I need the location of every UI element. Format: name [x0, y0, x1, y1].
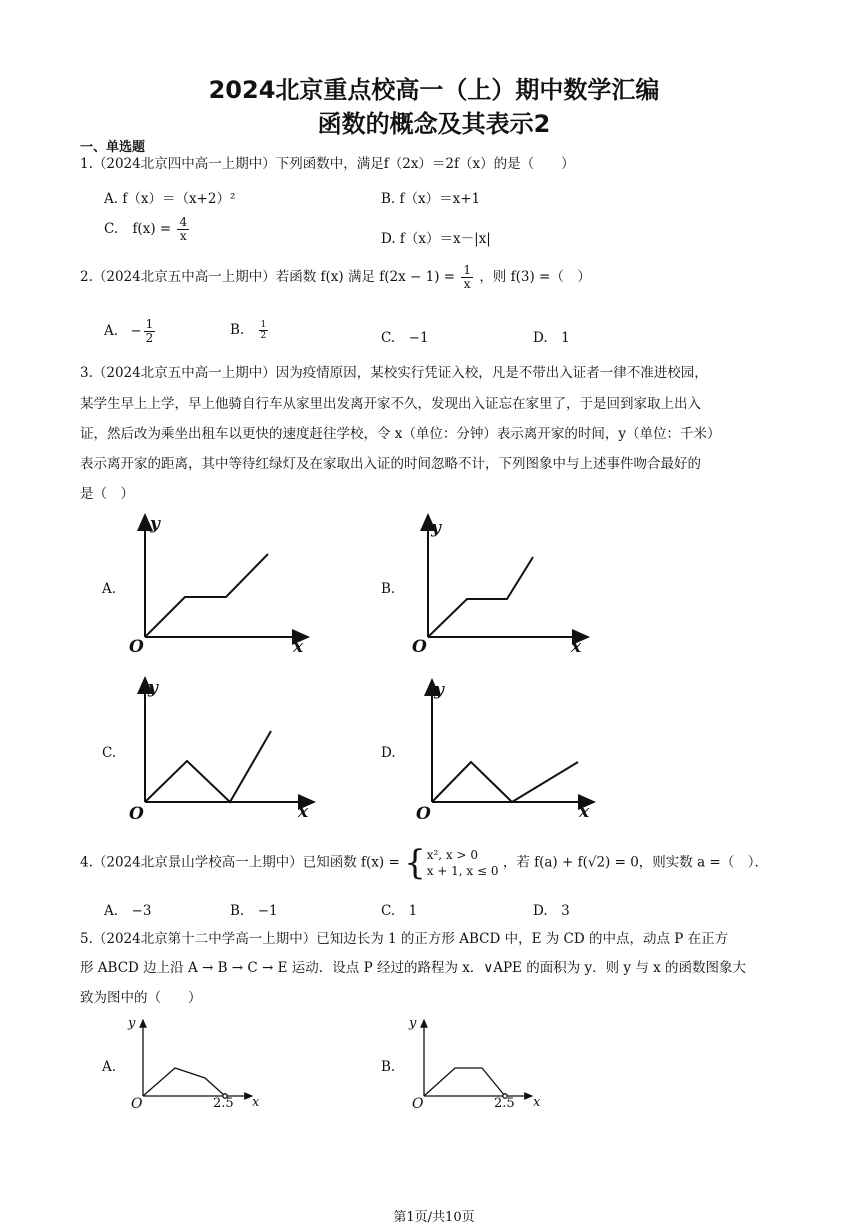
piecewise-case-1: x², x > 0 [426, 848, 479, 862]
stem-part-a: 4.（2024北京景山学校高一上期中）已知函数 f(x) = [80, 854, 400, 871]
question-3-option-a: A. [102, 581, 117, 597]
piecewise-case-2: x + 1, x ≤ 0 [426, 864, 499, 878]
question-3-line-4: 表示离开家的距离，其中等待红绿灯及在家取出入证的时间忽略不计，下列图象中与上述事件吻合最好的 [80, 456, 701, 472]
denominator: x [179, 229, 187, 243]
graph-5a [143, 1020, 252, 1098]
document-title-line2: 函数的概念及其表示2 [317, 110, 551, 138]
question-1-option-a: A. f（x）＝（x+2）² [104, 191, 236, 207]
graph-d-y-label: y [434, 680, 444, 700]
graph-a-origin: O [129, 637, 144, 657]
graph-5b [424, 1020, 532, 1098]
question-3-option-b: B. [381, 581, 396, 597]
numerator: 1 [260, 320, 267, 330]
question-4-option-d: D. 3 [533, 903, 570, 919]
question-3-line-5: 是（ ） [80, 486, 134, 502]
denominator: 2 [145, 331, 154, 345]
graph-b-origin: O [412, 637, 427, 657]
option-label: A. [104, 323, 119, 339]
graph-5b-origin: O [412, 1096, 424, 1112]
numerator: 1 [463, 263, 472, 277]
question-3-line-2: 某学生早上上学，早上他骑自行车从家里出发离开家不久，发现出入证忘在家里了，于是回到家取上出入 [80, 396, 701, 412]
graph-5a-line [143, 1068, 225, 1096]
graph-b-y-label: y [431, 518, 441, 538]
graph-5a-origin: O [131, 1096, 143, 1112]
question-5-line-2: 形 ABCD 边上沿 A → B → C → E 运动．设点 P 经过的路程为 x．∨APE 的面积为 y．则 y 与 x 的函数图象大 [80, 960, 747, 976]
stem-part-a: 2.（2024北京五中高一上期中）若函数 f(x) 满足 f(2x − 1) = [80, 269, 456, 285]
stem-part-b: ，则 f(3) =（ ） [479, 269, 591, 285]
graph-5b-y-label: y [409, 1016, 417, 1031]
question-1-option-d: D. f（x）＝x－|x| [381, 231, 491, 247]
question-4-option-c: C. 1 [381, 903, 418, 919]
graph-5b-x-label: x [533, 1095, 541, 1110]
graph-c-origin: O [129, 804, 144, 824]
graph-5b-tick-label: 2.5 [494, 1096, 515, 1111]
graph-5a-x-label: x [252, 1095, 260, 1110]
denominator: x [463, 277, 471, 291]
question-4-option-b: B. −1 [230, 903, 278, 919]
document-title-line1: 2024北京重点校高一（上）期中数学汇编 [208, 76, 660, 104]
question-5-line-3: 致为图中的（ ） [80, 990, 202, 1006]
numerator: 1 [145, 317, 154, 331]
question-3-option-c: C. [102, 745, 117, 761]
graph-d-x-label: x [579, 802, 590, 822]
question-5-option-b: B. [381, 1059, 396, 1075]
graph-b-x-label: x [571, 637, 582, 657]
question-1-option-b: B. f（x）＝x+1 [381, 191, 481, 207]
question-2-option-c: C. −1 [381, 330, 429, 346]
minus-sign: − [130, 323, 142, 339]
graph-a-y-label: y [150, 514, 160, 534]
graph-a-x-label: x [293, 637, 304, 657]
question-4-option-a: A. −3 [104, 903, 152, 919]
graph-5a-y-label: y [128, 1016, 136, 1031]
question-3-line-3: 证，然后改为乘坐出租车以更快的速度赶往学校，令 x（单位：分钟）表示离开家的时间，y（单位：千米） [80, 426, 721, 442]
page-footer: 第1页/共10页 [393, 1210, 475, 1225]
question-3-option-d: D. [381, 745, 396, 761]
graph-c-y-label: y [148, 678, 158, 698]
numerator: 4 [179, 215, 188, 229]
option-label: C. [104, 221, 119, 237]
question-5-line-1: 5.（2024北京第十二中学高一上期中）已知边长为 1 的正方形 ABCD 中，E 为 CD 的中点，动点 P 在正方 [80, 931, 729, 947]
graph-5b-line [424, 1068, 505, 1096]
left-brace-glyph: { [404, 843, 426, 883]
question-5-option-a: A. [102, 1059, 117, 1075]
formula-lhs: f(x) = [132, 221, 172, 237]
question-1-stem: 1.（2024北京四中高一上期中）下列函数中，满足f（2x）＝2f（x）的是（ ） [80, 156, 575, 172]
graph-d-origin: O [416, 804, 431, 824]
graph-5a-tick-label: 2.5 [213, 1096, 234, 1111]
stem-part-b: ，若 f(a) + f(√2) = 0，则实数 a =（ ）． [502, 854, 768, 871]
graph-c-x-label: x [298, 802, 309, 822]
option-label: B. [230, 322, 245, 338]
question-2-option-d: D. 1 [533, 330, 570, 346]
denominator: 2 [260, 331, 267, 341]
question-3-line-1: 3.（2024北京五中高一上期中）因为疫情原因，某校实行凭证入校，凡是不带出入证者一律不准进校园， [80, 365, 708, 381]
section-heading: 一、单选题 [80, 140, 146, 155]
